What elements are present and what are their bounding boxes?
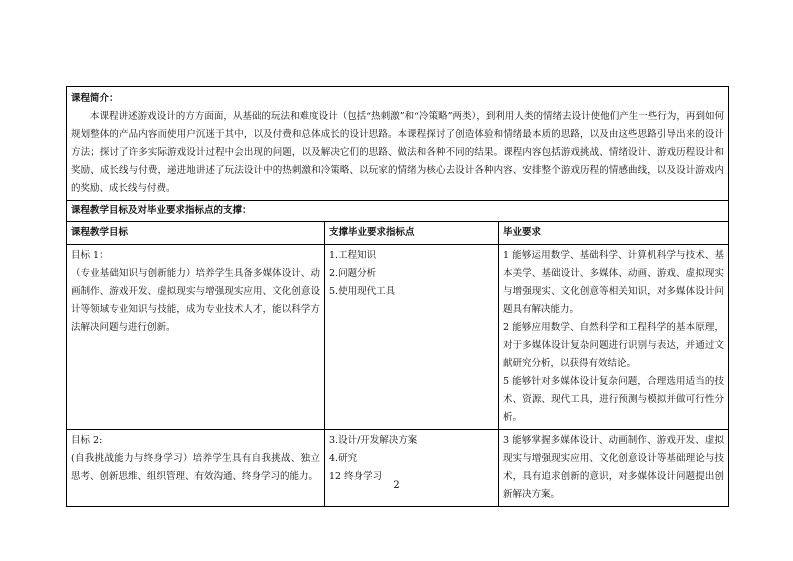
goal-body: （专业基础知识与创新能力）培养学生具备多媒体设计、动画制作、游戏开发、虚拟现实与增强现实应用、文化创意设计等领域专业知识与技能，成为专业技术人才，能以科学方法解决问题与进行创新。	[71, 268, 320, 333]
requirement-item: 5 能够针对多媒体设计复杂问题，合理选用适当的技术、资源、现代工具，进行预测与模拟并做可行性分析。	[503, 376, 725, 423]
goal-cell	[67, 245, 325, 430]
indicator-cell	[325, 245, 499, 430]
table-row	[67, 430, 729, 507]
requirement-item: 1 能够运用数学、基础科学、计算机科学与技术、基本美学、基础设计、多媒体、动画、游戏、虚拟现实与增强现实、文化创意等相关知识，对多媒体设计问题具有解决能力。	[503, 250, 725, 315]
intro-row	[67, 87, 729, 201]
intro-cell	[67, 87, 729, 201]
page-number: 2	[393, 480, 400, 491]
indicator-item: 2.问题分析	[329, 268, 377, 279]
indicator-item: 5.使用现代工具	[329, 286, 396, 297]
requirement-cell	[499, 430, 729, 507]
requirement-item: 3 能够掌握多媒体设计、动画制作、游戏开发、虚拟现实与增强现实应用、文化创意设计等基础理论与技术，具有追求创新的意识，对多媒体设计问题提出创新解决方案。	[503, 435, 725, 500]
goal-title: 目标 2:	[71, 435, 103, 446]
indicator-cell	[325, 430, 499, 507]
intro-body: 本课程讲述游戏设计的方方面面，从基础的玩法和难度设计（包括“热刺激”和“冷策略”两类），到利用人类的情绪去设计使他们产生一些行为，再到如何规划整体的产品内容而使用户沉迷于其中，以及付费和总体成长的设计思路。本课程探讨了创造体验和情绪最本质的思路，以及由这些思路引导出来的设计方法；探讨了许多实际游戏设计过程中会出现的问题，以及解决它们的思路、做法和各种不同的结果。课程内容包括游戏挑战、情绪设计、游戏历程设计和奖励、成长线与付费，递进地讲述了玩法设计中的热刺激和冷策略、以玩家的情绪为核心去设计各种内容、安排整个游戏历程的情感曲线，以及设计游戏内的奖励、成长线与付费。	[71, 111, 725, 194]
requirement-cell	[499, 245, 729, 430]
table-row	[67, 245, 729, 430]
section-heading-row	[67, 201, 729, 222]
column-header-indicator: 支撑毕业要求指标点	[325, 222, 499, 245]
indicator-item: 12 终身学习	[329, 471, 383, 482]
goal-body: (自我挑战能力与终身学习）培养学生具有自我挑战、独立思考、创新思维、组织管理、有效沟通、终身学习的能力。	[71, 453, 320, 482]
indicator-item: 1.工程知识	[329, 250, 377, 261]
goal-cell	[67, 430, 325, 507]
column-header-goal: 课程教学目标	[67, 222, 325, 245]
course-table	[66, 86, 729, 507]
column-header-row	[67, 222, 729, 245]
indicator-item: 4.研究	[329, 453, 358, 464]
column-header-requirement: 毕业要求	[499, 222, 729, 245]
indicator-item: 3.设计/开发解决方案	[329, 435, 418, 446]
requirement-item: 2 能够应用数学、自然科学和工程科学的基本原理，对于多媒体设计复杂问题进行识别与表达，并通过文献研究分析，以获得有效结论。	[503, 322, 725, 369]
intro-heading: 课程简介：	[71, 93, 119, 104]
section-heading: 课程教学目标及对毕业要求指标点的支撑：	[67, 201, 729, 222]
goal-title: 目标 1：	[71, 250, 109, 261]
